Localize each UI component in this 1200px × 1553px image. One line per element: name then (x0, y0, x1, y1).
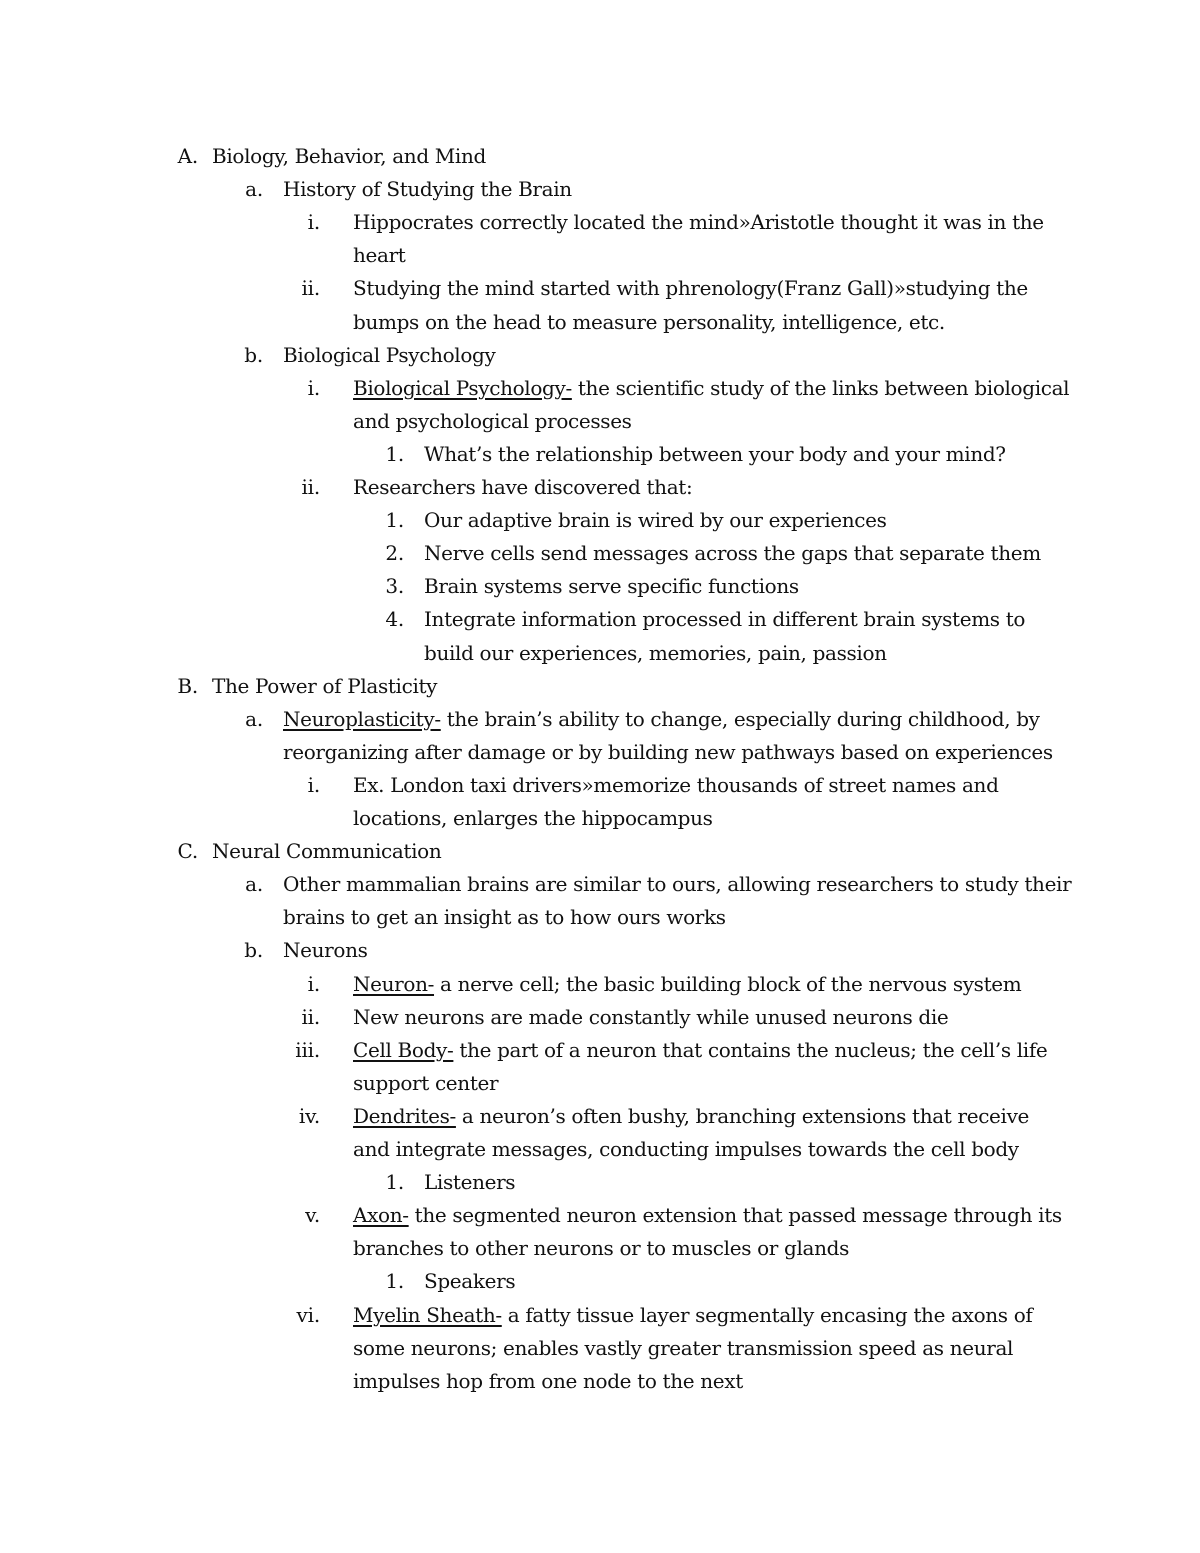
line-text: and integrate messages, conducting impulses towards the cell body (353, 1137, 1019, 1161)
line-text: Integrate information processed in different brain systems to (424, 607, 1026, 632)
line-text: heart (353, 243, 406, 268)
defined-term: Neuroplasticity- (283, 706, 441, 731)
line-text: a nerve cell; the basic building block of the nervous system (434, 971, 1022, 996)
outline-marker: i. (307, 971, 320, 996)
outline-marker: i. (307, 375, 320, 400)
outline-marker: 1. (385, 1269, 404, 1294)
outline-line (424, 537, 1041, 570)
defined-term: Axon- (353, 1203, 409, 1228)
outline-line (424, 637, 887, 670)
outline-marker: b. (244, 342, 263, 367)
outline-marker: i. (307, 210, 320, 235)
line-text: bumps on the head to measure personality, intelligence, etc. (353, 309, 945, 334)
line-text: Listeners (424, 1170, 516, 1195)
line-text: Neurons (283, 938, 368, 963)
line-text: The Power of Plasticity (212, 673, 438, 698)
line-text: locations, enlarges the hippocampus (353, 806, 713, 830)
outline-line (424, 1166, 515, 1199)
outline-line (212, 835, 441, 868)
outline-line (353, 272, 1028, 305)
outline-marker: b. (244, 938, 263, 963)
outline-line (353, 1034, 1047, 1067)
outline-line (353, 239, 406, 272)
outline-line (424, 438, 1006, 471)
outline-line (353, 1299, 1032, 1332)
outline-line (283, 736, 1053, 769)
outline-marker: ii. (301, 1004, 320, 1029)
outline-line (353, 405, 632, 438)
outline-line (353, 1133, 1019, 1166)
line-text: Biology, Behavior, and Mind (212, 144, 486, 168)
outline-line (353, 1067, 498, 1100)
outline-marker: C. (177, 839, 198, 864)
line-text: What’s the relationship between your body and your mind? (424, 441, 1006, 466)
line-text: Nerve cells send messages across the gaps that separate them (424, 541, 1041, 566)
outline-marker: a. (245, 872, 263, 897)
outline-line (283, 934, 368, 967)
line-text: Hippocrates correctly located the mind»Aristotle thought it was in the (353, 210, 1044, 235)
outline-marker: a. (245, 177, 263, 202)
defined-term: Cell Body- (353, 1037, 454, 1062)
outline-line (353, 802, 713, 835)
line-text: Our adaptive brain is wired by our experiences (424, 508, 887, 533)
outline-line (353, 769, 999, 802)
outline-line (424, 603, 1025, 636)
line-text: the part of a neuron that contains the nucleus; the cell’s life (453, 1037, 1048, 1062)
outline-line (353, 206, 1044, 239)
line-text: branches to other neurons or to muscles or glands (353, 1236, 849, 1261)
line-text: Other mammalian brains are similar to ours, allowing researchers to study their (283, 872, 1072, 897)
outline-marker: i. (307, 772, 320, 797)
line-text: the scientific study of the links between biological (571, 375, 1070, 400)
line-text: Studying the mind started with phrenology(Franz Gall)»studying the (353, 276, 1028, 301)
outline-marker: 1. (385, 441, 404, 466)
outline-marker: ii. (301, 276, 320, 301)
outline-line (283, 173, 572, 206)
outline-line (353, 1332, 1013, 1365)
line-text: Ex. London taxi drivers»memorize thousands of street names and (353, 772, 999, 797)
outline-marker: a. (245, 706, 263, 731)
line-text: History of Studying the Brain (283, 177, 572, 202)
line-text: New neurons are made constantly while unused neurons die (353, 1004, 949, 1029)
line-text: a neuron’s often bushy, branching extensions that receive (455, 1103, 1030, 1128)
outline-line (353, 471, 692, 504)
line-text: the segmented neuron extension that passed message through its (408, 1203, 1062, 1228)
line-text: Biological Psychology (283, 342, 496, 367)
outline-marker: ii. (301, 475, 320, 499)
outline-line (353, 1232, 849, 1265)
outline-line (283, 868, 1071, 901)
outline-marker: iv. (298, 1103, 320, 1128)
line-text: Brain systems serve specific functions (424, 574, 799, 599)
outline-line (353, 1365, 743, 1398)
outline-marker: 3. (385, 574, 404, 599)
line-text: some neurons; enables vastly greater transmission speed as neural (353, 1335, 1014, 1360)
line-text: a fatty tissue layer segmentally encasing the axons of (501, 1302, 1033, 1327)
outline-marker: 1. (385, 508, 404, 533)
line-text: support center (353, 1070, 499, 1095)
outline-marker: iii. (295, 1037, 320, 1062)
outline-marker: 2. (385, 541, 404, 566)
line-text: the brain’s ability to change, especially during childhood, by (440, 706, 1040, 731)
line-text: Neural Communication (212, 839, 442, 864)
outline-line (424, 504, 887, 537)
outline-marker: A. (177, 144, 198, 168)
line-text: Researchers have discovered that: (353, 475, 693, 499)
outline-marker: v. (305, 1203, 320, 1228)
outline-marker: B. (177, 673, 198, 698)
line-text: brains to get an insight as to how ours works (283, 905, 726, 930)
outline-line (353, 306, 945, 339)
outline-line (283, 339, 495, 372)
line-text: build our experiences, memories, pain, passion (424, 640, 887, 665)
outline-line (212, 140, 486, 173)
outline-line (353, 372, 1069, 405)
outline-line (353, 1001, 948, 1034)
outline-line (353, 1199, 1062, 1232)
line-text: impulses hop from one node to the next (353, 1368, 743, 1393)
line-text: and psychological processes (353, 408, 632, 433)
outline-marker: vi. (296, 1302, 320, 1327)
outline-marker: 4. (385, 607, 404, 632)
outline-line (283, 901, 726, 934)
defined-term: Neuron- (353, 971, 435, 996)
outline-marker: 1. (385, 1170, 404, 1195)
outline-line (424, 1265, 515, 1298)
defined-term: Myelin Sheath- (353, 1302, 502, 1327)
line-text: Speakers (424, 1269, 516, 1294)
outline-line (283, 703, 1040, 736)
line-text: reorganizing after damage or by building new pathways based on experiences (283, 739, 1053, 764)
outline-line (353, 968, 1021, 1001)
defined-term: Biological Psychology- (353, 375, 572, 400)
outline-line (212, 670, 437, 703)
outline-line (424, 570, 799, 603)
defined-term: Dendrites- (353, 1103, 456, 1128)
outline-line (353, 1100, 1029, 1133)
